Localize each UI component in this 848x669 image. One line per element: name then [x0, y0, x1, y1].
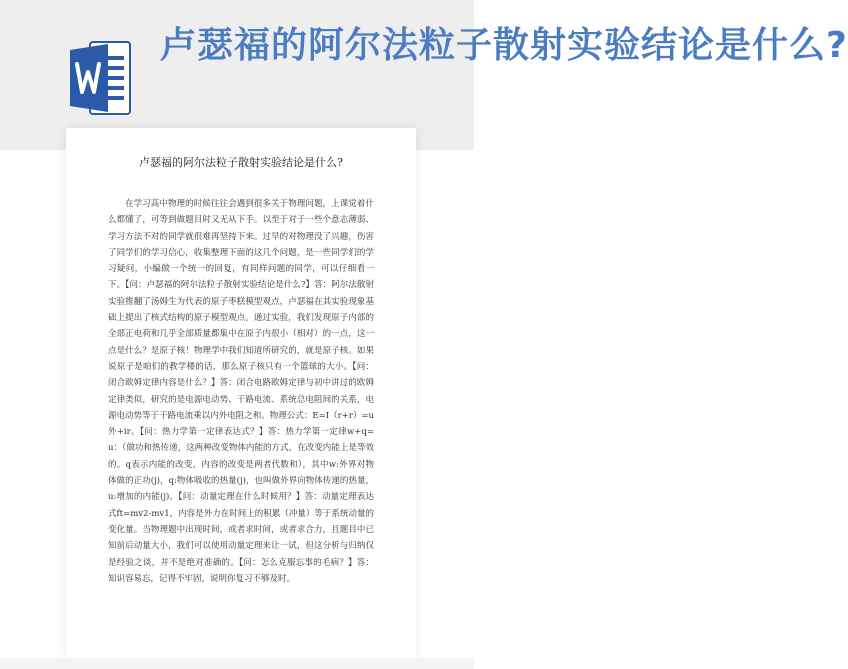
word-document-icon	[68, 38, 134, 118]
bottom-strip	[0, 658, 474, 669]
banner-title: 卢瑟福的阿尔法粒子散射实验结论是什么?	[160, 25, 848, 66]
document-body: 在学习高中物理的时候往往会遇到很多关于物理问题，上课觉着什么都懂了，可等到做题目时又无从下手。以至于对于一些个意志薄弱、学习方法不对的同学就很难再坚持下来。过早的对物理没了兴趣，伤害了同学们的学习信心，收集整理下面的这几个问题，是一些同学们的学习疑问，小编做一个统一的回复，有同样问题的同学，可以仔细看一下。【问：卢瑟福的阿尔法粒子散射实验结论是什么?】答：阿尔法散射实验推翻了汤姆生为代表的原子枣糕模型观点，卢瑟福在其实验现象基础上提出了核式结构的原子模型观点。通过实验，我们发现原子内部的全部正电荷和几乎全部质量都集中在原子内很小（相对）的一点，这一点是什么？是原子核！物理学中我们知道所研究的，就是原子核。如果说原子是咱们的教学楼的话，那么原子核只有一个篮球的大小。【问：闭合欧姆定律内容是什么？】答：闭合电路欧姆定律与初中讲过的欧姆定律类似，研究的是电源电动势、干路电流、系统总电阻间的关系，电源电动势等于干路电流乘以内外电阻之和。物理公式：E=I（r+r）=u外+ir。【问：热力学第一定律表达式？】答：热力学第一定律w+q=u：（做功和热传递，这两种改变物体内能的方式，在改变内能上是等效的。q表示内能的改变，内容的改变是两者代数和），其中w:外界对物体做的正功(j)，q:物体吸收的热量(j)，也叫做外界向物体传递的热量，u:增加的内能(j)。【问：动量定理在什么时候用？】答：动量定理表达式ft=mv2-mv1，内容是外力在时间上的积累（冲量）等于系统动量的变化量。当物理题中出现时间，或者求时间，或者求合力，且题目中已知前后动量大小，我们可以使用动量定理来让一试，但这分析与归纳仅是经验之谈，并不是绝对准确的。【问：怎么克服忘事的毛病？】答：知识容易忘，记得不牢固，说明你复习不够及时。	[108, 199, 374, 584]
document-page	[66, 128, 416, 658]
document-title: 卢瑟福的阿尔法粒子散射实验结论是什么?	[139, 156, 343, 169]
